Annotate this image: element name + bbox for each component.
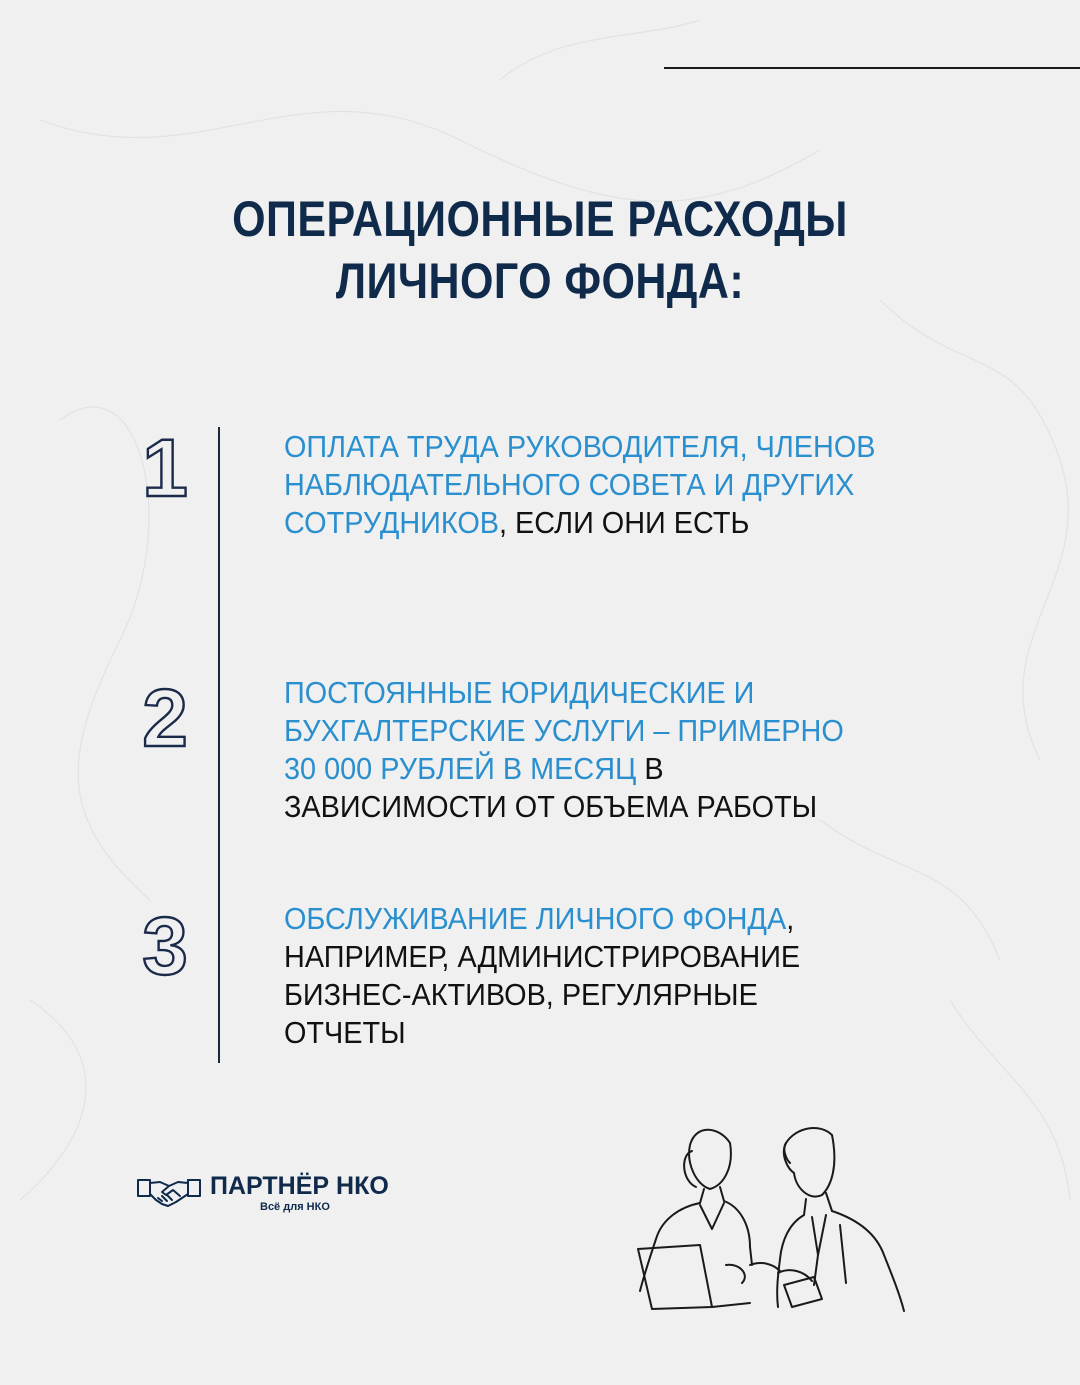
item-number-3: 3 [142,904,188,982]
number-2-icon [130,676,200,754]
brand-logo [136,1168,436,1228]
list-item-1 [284,428,879,542]
item-3-text: , НАПРИМЕР, АДМИНИСТРИРОВАНИЕ БИЗНЕС-АКТИВОВ, РЕГУЛЯРНЫЕ ОТЧЕТЫ [284,901,801,1050]
title-line-1: ОПЕРАЦИОННЫЕ РАСХОДЫ [232,191,848,247]
item-2-highlight: ПОСТОЯННЫЕ ЮРИДИЧЕСКИЕ И БУХГАЛТЕРСКИЕ УСЛУГИ – ПРИМЕРНО 30 000 РУБЛЕЙ В МЕСЯЦ [284,675,844,786]
item-number-1: 1 [142,426,188,504]
item-1-text: , ЕСЛИ ОНИ ЕСТЬ [499,505,750,540]
item-1-highlight: ОПЛАТА ТРУДА РУКОВОДИТЕЛЯ, ЧЛЕНОВ НАБЛЮДАТЕЛЬНОГО СОВЕТА И ДРУГИХ СОТРУДНИКОВ [284,429,876,540]
vertical-divider [218,427,220,1063]
top-divider [664,67,1080,69]
list-item-2 [284,674,879,826]
item-3-highlight: ОБСЛУЖИВАНИЕ ЛИЧНОГО ФОНДА [284,901,787,936]
title-line-2: ЛИЧНОГО ФОНДА: [335,253,745,309]
people-illustration [600,1115,940,1315]
list-item-3 [284,900,879,1052]
page-title [76,188,1005,312]
number-1-icon [130,426,200,504]
brand-tagline: Всё для НКО [260,1201,330,1213]
number-3-icon [130,904,200,982]
handshake-icon [136,1174,202,1210]
item-number-2: 2 [142,676,188,754]
brand-name: ПАРТНЁР НКО [210,1172,389,1200]
item-2-text: В ЗАВИСИМОСТИ ОТ ОБЪЕМА РАБОТЫ [284,751,818,824]
